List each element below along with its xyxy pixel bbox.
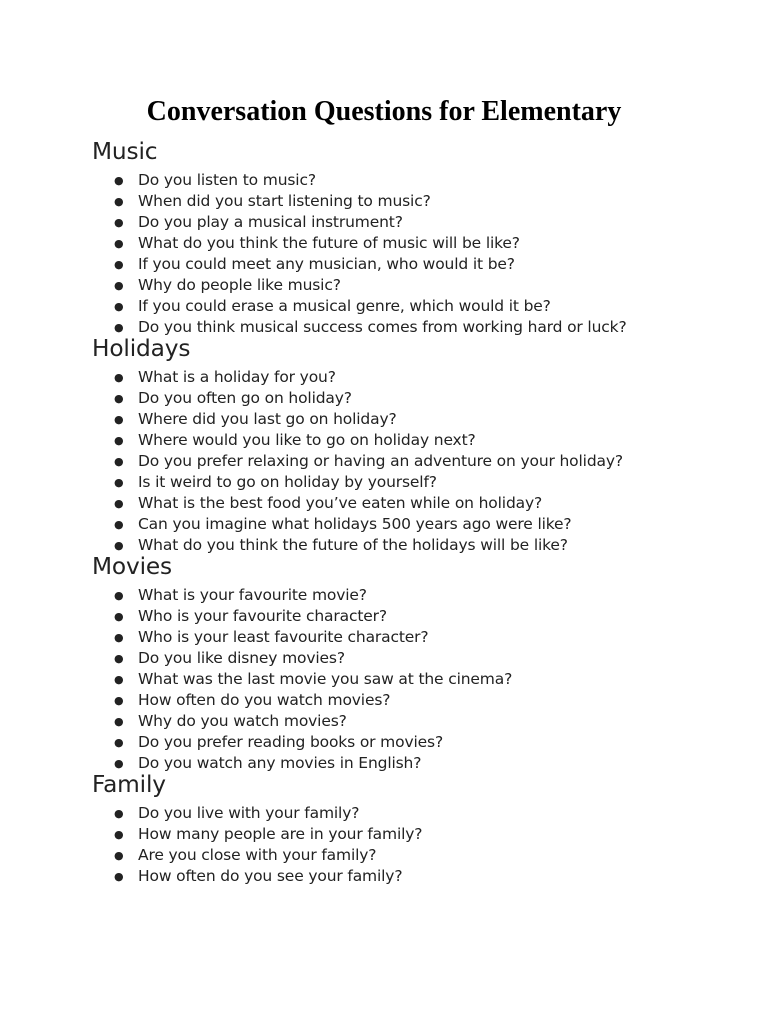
bullet-icon: ● — [114, 195, 124, 208]
section-heading: Family — [92, 771, 166, 798]
bullet-icon: ● — [114, 413, 124, 426]
bullet-icon: ● — [114, 715, 124, 728]
bullet-icon: ● — [114, 371, 124, 384]
bullet-icon: ● — [114, 610, 124, 623]
bullet-icon: ● — [114, 652, 124, 665]
question-text: Do you think musical success comes from working hard or luck? — [138, 318, 627, 336]
bullet-icon: ● — [114, 589, 124, 602]
question-text: Do you prefer reading books or movies? — [138, 733, 444, 751]
section-heading: Holidays — [92, 335, 191, 362]
bullet-icon: ● — [114, 870, 124, 883]
bullet-icon: ● — [114, 300, 124, 313]
question-text: When did you start listening to music? — [138, 192, 431, 210]
bullet-icon: ● — [114, 539, 124, 552]
question-text: If you could meet any musician, who would it be? — [138, 255, 515, 273]
question-text: How often do you watch movies? — [138, 691, 391, 709]
question-text: How many people are in your family? — [138, 825, 423, 843]
bullet-icon: ● — [114, 673, 124, 686]
question-text: Do you prefer relaxing or having an adventure on your holiday? — [138, 452, 623, 470]
bullet-icon: ● — [114, 237, 124, 250]
question-text: Why do you watch movies? — [138, 712, 347, 730]
bullet-icon: ● — [114, 631, 124, 644]
question-text: If you could erase a musical genre, which would it be? — [138, 297, 551, 315]
question-text: Can you imagine what holidays 500 years ago were like? — [138, 515, 572, 533]
question-text: How often do you see your family? — [138, 867, 403, 885]
question-text: What is a holiday for you? — [138, 368, 336, 386]
page-title: Conversation Questions for Elementary — [146, 96, 622, 127]
question-text: Do you often go on holiday? — [138, 389, 352, 407]
question-text: What is your favourite movie? — [138, 586, 367, 604]
question-text: Who is your favourite character? — [138, 607, 387, 625]
question-text: What is the best food you’ve eaten while on holiday? — [138, 494, 543, 512]
bullet-icon: ● — [114, 455, 124, 468]
question-text: Do you listen to music? — [138, 171, 316, 189]
bullet-icon: ● — [114, 757, 124, 770]
question-text: Are you close with your family? — [138, 846, 377, 864]
section-heading: Music — [92, 138, 158, 165]
bullet-icon: ● — [114, 736, 124, 749]
bullet-icon: ● — [114, 497, 124, 510]
question-text: Where did you last go on holiday? — [138, 410, 397, 428]
section-heading: Movies — [92, 553, 173, 580]
bullet-icon: ● — [114, 258, 124, 271]
question-text: Do you watch any movies in English? — [138, 754, 422, 772]
bullet-icon: ● — [114, 828, 124, 841]
bullet-icon: ● — [114, 518, 124, 531]
question-text: What do you think the future of music will be like? — [138, 234, 520, 252]
question-text: Who is your least favourite character? — [138, 628, 429, 646]
bullet-icon: ● — [114, 279, 124, 292]
bullet-icon: ● — [114, 694, 124, 707]
bullet-icon: ● — [114, 174, 124, 187]
question-text: What do you think the future of the holidays will be like? — [138, 536, 568, 554]
question-text: What was the last movie you saw at the cinema? — [138, 670, 513, 688]
question-text: Why do people like music? — [138, 276, 341, 294]
bullet-icon: ● — [114, 392, 124, 405]
bullet-icon: ● — [114, 476, 124, 489]
bullet-icon: ● — [114, 849, 124, 862]
bullet-icon: ● — [114, 807, 124, 820]
question-text: Do you play a musical instrument? — [138, 213, 403, 231]
question-text: Do you live with your family? — [138, 804, 360, 822]
bullet-icon: ● — [114, 216, 124, 229]
question-text: Do you like disney movies? — [138, 649, 345, 667]
question-text: Is it weird to go on holiday by yourself? — [138, 473, 437, 491]
question-text: Where would you like to go on holiday next? — [138, 431, 476, 449]
bullet-icon: ● — [114, 321, 124, 334]
bullet-icon: ● — [114, 434, 124, 447]
